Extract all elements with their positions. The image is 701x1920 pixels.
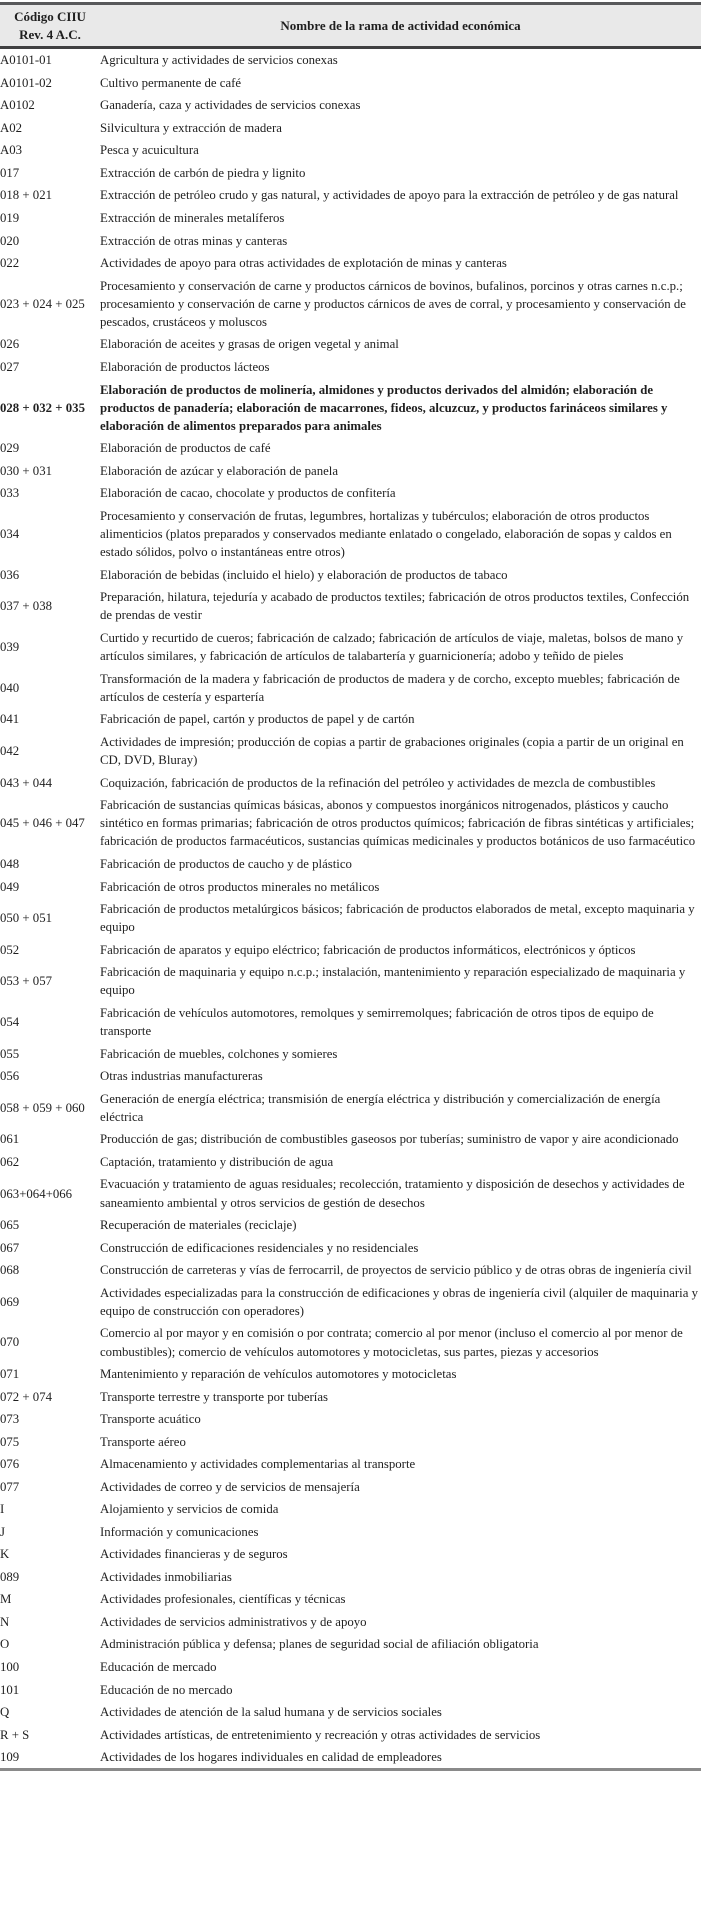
table-row [0, 1259, 701, 1282]
activity-name-cell: Comercio al por mayor y en comisión o por contrata; comercio al por menor (incluso el comercio al por menor de combustibles); comercio de vehículos automotores y motocicletas, sus partes, piezas y accesorios [100, 1326, 683, 1359]
activity-name-cell: Elaboración de productos de café [100, 441, 271, 456]
ciiu-code-cell: 040 [0, 680, 20, 695]
activity-name-cell: Actividades de apoyo para otras actividades de explotación de minas y canteras [100, 256, 507, 271]
table-row [0, 1151, 701, 1174]
ciiu-code-cell: A02 [0, 120, 23, 135]
table-row [0, 731, 701, 772]
ciiu-code-cell: Q [0, 1705, 10, 1720]
table-row [0, 1566, 701, 1589]
activity-name-cell: Alojamiento y servicios de comida [100, 1502, 279, 1517]
activity-name-cell: Actividades inmobiliarias [100, 1569, 232, 1584]
ciiu-code-cell: 054 [0, 1015, 20, 1030]
table-row [0, 875, 701, 898]
activity-name-cell: Elaboración de productos lácteos [100, 359, 270, 374]
table-row [0, 1723, 701, 1746]
activity-name-cell: Fabricación de muebles, colchones y somieres [100, 1046, 338, 1061]
ciiu-code-cell: A0101-01 [0, 53, 52, 68]
ciiu-code-cell: A0102 [0, 98, 35, 113]
ciiu-code-cell: M [0, 1592, 12, 1607]
table-row [0, 356, 701, 379]
table-row [0, 794, 701, 853]
table-row [0, 939, 701, 962]
activity-name-cell: Actividades de correo y de servicios de mensajería [100, 1479, 360, 1494]
ciiu-code-cell: 028 + 032 + 035 [0, 400, 85, 415]
table-row [0, 898, 701, 939]
activity-name-cell: Actividades de impresión; producción de copias a partir de grabaciones originales (copia a partir de un original en CD, DVD, Bluray) [100, 734, 684, 768]
activity-name-cell: Fabricación de productos metalúrgicos básicos; fabricación de productos elaborados de metal, excepto maquinaria y equipo [100, 902, 695, 935]
table-row [0, 437, 701, 460]
ciiu-code-cell: 055 [0, 1046, 20, 1061]
activity-name-cell: Actividades de atención de la salud humana y de servicios sociales [100, 1705, 442, 1720]
ciiu-code-cell: 109 [0, 1750, 20, 1765]
ciiu-code-cell: 070 [0, 1335, 20, 1350]
activity-name-cell: Extracción de petróleo crudo y gas natural, y actividades de apoyo para la extracción de petróleo y de gas natural [100, 188, 679, 203]
activity-name-cell: Actividades artísticas, de entretenimiento y recreación y otras actividades de servicios [100, 1727, 541, 1742]
activity-name-cell: Silvicultura y extracción de madera [100, 120, 282, 135]
ciiu-code-cell: R + S [0, 1727, 30, 1742]
ciiu-code-cell: A03 [0, 143, 23, 158]
table-row [0, 1588, 701, 1611]
table-row [0, 482, 701, 505]
table-row [0, 1042, 701, 1065]
table-row [0, 1633, 701, 1656]
header-row [0, 4, 701, 48]
column-header-code: Código CIIU Rev. 4 A.C. [0, 4, 100, 48]
ciiu-code-cell: 019 [0, 211, 20, 225]
table-row [0, 627, 701, 668]
activity-name-cell: Transporte acuático [100, 1412, 201, 1427]
ciiu-code-cell: 053 + 057 [0, 974, 53, 989]
activity-name-cell: Extracción de minerales metalíferos [100, 211, 285, 225]
ciiu-code-cell: 030 + 031 [0, 463, 53, 478]
activity-name-cell: Actividades de servicios administrativos y de apoyo [100, 1614, 367, 1629]
ciiu-code-cell: I [0, 1502, 5, 1517]
ciiu-code-cell: 048 [0, 856, 20, 871]
activity-name-cell: Extracción de carbón de piedra y lignito [100, 165, 306, 180]
ciiu-activity-table [0, 2, 701, 1771]
table-row [0, 139, 701, 162]
table-row [0, 48, 701, 72]
table-row [0, 1521, 701, 1544]
activity-name-cell: Elaboración de bebidas (incluido el hielo) y elaboración de productos de tabaco [100, 567, 508, 582]
table-row [0, 1088, 701, 1129]
ciiu-code-cell: 045 + 046 + 047 [0, 816, 85, 831]
ciiu-code-cell: A0101-02 [0, 75, 52, 90]
activity-name-cell: Transporte terrestre y transporte por tuberías [100, 1389, 329, 1404]
table-row [0, 1656, 701, 1679]
table-row [0, 1498, 701, 1521]
table-row [0, 708, 701, 731]
table-row [0, 505, 701, 564]
activity-name-cell: Cultivo permanente de café [100, 75, 242, 90]
ciiu-code-cell: 042 [0, 743, 20, 758]
activity-name-cell: Coquización, fabricación de productos de la refinación del petróleo y actividades de mezcla de combustibles [100, 775, 656, 790]
activity-name-cell: Captación, tratamiento y distribución de agua [100, 1154, 334, 1169]
activity-name-cell: Procesamiento y conservación de frutas, legumbres, hortalizas y tubérculos; elaboración de otros productos alimenticios (platos preparados y conservados mediante enlatado o congelado, elaboración de sopas y caldos en estado sólidos, polvo o instantáneas entre otros) [100, 508, 672, 560]
activity-name-cell: Elaboración de aceites y grasas de origen vegetal y animal [100, 337, 399, 352]
table-row [0, 668, 701, 709]
ciiu-code-cell: 029 [0, 441, 20, 456]
ciiu-code-cell: 076 [0, 1457, 20, 1472]
table-row [0, 162, 701, 185]
activity-name-cell: Pesca y acuicultura [100, 143, 199, 158]
table-row [0, 460, 701, 483]
table-row [0, 1476, 701, 1499]
ciiu-code-cell: 036 [0, 567, 20, 582]
activity-name-cell: Administración pública y defensa; planes de seguridad social de afiliación obligatoria [100, 1637, 539, 1652]
ciiu-code-cell: 068 [0, 1263, 20, 1278]
table-row [0, 378, 701, 437]
ciiu-code-cell: 022 [0, 256, 20, 271]
table-row [0, 1431, 701, 1454]
ciiu-code-cell: 018 + 021 [0, 188, 53, 203]
ciiu-code-cell: 041 [0, 712, 20, 727]
table-row [0, 853, 701, 876]
activity-name-cell: Curtido y recurtido de cueros; fabricación de calzado; fabricación de artículos de viaje, maletas, bolsos de mano y artículos similares, y fabricación de artículos de talabartería y guarnicionería; adobo y teñido de pieles [100, 631, 684, 664]
table-row [0, 1453, 701, 1476]
activity-name-cell: Actividades especializadas para la construcción de edificaciones y obras de ingeniería civil (alquiler de maquinaria y equipo de construcción con operadores) [100, 1285, 698, 1318]
table-row [0, 564, 701, 587]
ciiu-code-cell: 073 [0, 1412, 20, 1427]
activity-name-cell: Actividades profesionales, científicas y técnicas [100, 1592, 346, 1607]
table-header [0, 4, 701, 48]
ciiu-code-cell: 072 + 074 [0, 1389, 53, 1404]
ciiu-code-cell: 056 [0, 1069, 20, 1084]
table-row [0, 1282, 701, 1323]
activity-name-cell: Fabricación de productos de caucho y de plástico [100, 856, 352, 871]
ciiu-code-cell: 050 + 051 [0, 911, 53, 926]
ciiu-code-cell: K [0, 1547, 10, 1562]
ciiu-code-cell: J [0, 1524, 5, 1539]
activity-name-cell: Transporte aéreo [100, 1434, 186, 1449]
table-row [0, 252, 701, 275]
ciiu-code-cell: 020 [0, 233, 20, 248]
table-row [0, 1128, 701, 1151]
ciiu-code-cell: 101 [0, 1682, 20, 1697]
table-row [0, 274, 701, 333]
activity-name-cell: Generación de energía eléctrica; transmisión de energía eléctrica y distribución y comercialización de energía eléctrica [100, 1091, 661, 1124]
table-row [0, 1363, 701, 1386]
table-row [0, 961, 701, 1002]
table-row [0, 1678, 701, 1701]
activity-name-cell: Información y comunicaciones [100, 1524, 259, 1539]
table-row [0, 1236, 701, 1259]
ciiu-code-cell: 077 [0, 1479, 20, 1494]
ciiu-code-cell: 100 [0, 1660, 20, 1674]
activity-name-cell: Preparación, hilatura, tejeduría y acabado de productos textiles; fabricación de otros productos textiles, Confección de prendas de vestir [100, 590, 690, 623]
activity-name-cell: Extracción de otras minas y canteras [100, 233, 288, 248]
activity-name-cell: Fabricación de vehículos automotores, remolques y semirremolques; fabricación de otros tipos de equipo de transporte [100, 1005, 654, 1039]
table-row [0, 1002, 701, 1043]
table-row [0, 94, 701, 117]
activity-name-cell: Construcción de edificaciones residenciales y no residenciales [100, 1240, 419, 1255]
ciiu-code-cell: O [0, 1637, 10, 1652]
activity-name-cell: Fabricación de sustancias químicas básicas, abonos y compuestos inorgánicos nitrogenados, plásticos y caucho sintético en formas primarias; fabricación de otros productos químicos; fabricación de fibras sintéticas y artificiales; fabricación de productos farmacéuticos, sustancias químicas medicinales y productos botánicos de uso farmacéutico [100, 798, 696, 849]
ciiu-code-cell: 069 [0, 1294, 20, 1309]
activity-name-cell: Otras industrias manufactureras [100, 1069, 263, 1084]
activity-name-cell: Almacenamiento y actividades complementarias al transporte [100, 1457, 416, 1472]
ciiu-code-cell: 061 [0, 1132, 20, 1147]
activity-name-cell: Agricultura y actividades de servicios conexas [100, 53, 338, 68]
ciiu-code-cell: 037 + 038 [0, 599, 53, 614]
table-body [0, 48, 701, 1770]
ciiu-code-cell: 039 [0, 640, 20, 655]
activity-name-cell: Educación de no mercado [100, 1682, 233, 1697]
activity-name-cell: Elaboración de azúcar y elaboración de panela [100, 463, 339, 478]
activity-name-cell: Procesamiento y conservación de carne y productos cárnicos de bovinos, bufalinos, porcinos y otras carnes n.c.p.; procesamiento y conservación de carne y productos cárnicos de aves de corral, y procesamiento y conservación de pescados, crustáceos y moluscos [100, 278, 686, 329]
ciiu-code-cell: 023 + 024 + 025 [0, 296, 85, 311]
table-row [0, 117, 701, 140]
ciiu-code-cell: 071 [0, 1367, 20, 1382]
ciiu-code-cell: 026 [0, 337, 20, 352]
table-row [0, 184, 701, 207]
activity-name-cell: Evacuación y tratamiento de aguas residuales; recolección, tratamiento y disposición de desechos y actividades de saneamiento ambiental y otros servicios de gestión de desechos [100, 1177, 685, 1210]
activity-name-cell: Construcción de carreteras y vías de ferrocarril, de proyectos de servicio público y de otras obras de ingeniería civil [100, 1263, 692, 1278]
table-row [0, 207, 701, 230]
ciiu-code-cell: N [0, 1614, 10, 1629]
table-row [0, 1701, 701, 1724]
table-row [0, 1543, 701, 1566]
table-row [0, 1746, 701, 1770]
table-row [0, 1173, 701, 1214]
ciiu-code-cell: 034 [0, 527, 20, 542]
table-row [0, 1322, 701, 1363]
ciiu-code-cell: 058 + 059 + 060 [0, 1100, 85, 1115]
activity-name-cell: Fabricación de papel, cartón y productos de papel y de cartón [100, 712, 415, 727]
ciiu-code-cell: 049 [0, 879, 20, 894]
ciiu-code-cell: 062 [0, 1154, 20, 1169]
ciiu-code-cell: 052 [0, 942, 20, 957]
ciiu-code-cell: 065 [0, 1218, 20, 1233]
activity-name-cell: Recuperación de materiales (reciclaje) [100, 1218, 297, 1233]
table-row [0, 72, 701, 95]
activity-name-cell: Fabricación de otros productos minerales no metálicos [100, 879, 380, 894]
activity-name-cell: Fabricación de aparatos y equipo eléctrico; fabricación de productos informáticos, electrónicos y ópticos [100, 942, 636, 957]
table-row [0, 586, 701, 627]
ciiu-code-cell: 033 [0, 486, 20, 501]
activity-name-cell: Educación de mercado [100, 1660, 217, 1674]
ciiu-code-cell: 043 + 044 [0, 775, 53, 790]
table-row [0, 229, 701, 252]
activity-name-cell: Mantenimiento y reparación de vehículos automotores y motocicletas [100, 1367, 457, 1382]
ciiu-code-cell: 075 [0, 1434, 20, 1449]
ciiu-code-cell: 089 [0, 1569, 20, 1584]
activity-name-cell: Producción de gas; distribución de combustibles gaseosos por tuberías; suministro de vapor y aire acondicionado [100, 1132, 679, 1147]
activity-name-cell: Actividades de los hogares individuales en calidad de empleadores [100, 1750, 442, 1765]
table-row [0, 1611, 701, 1634]
column-header-activity-name: Nombre de la rama de actividad económica [100, 4, 701, 48]
activity-name-cell: Ganadería, caza y actividades de servicios conexas [100, 98, 361, 113]
activity-name-cell: Actividades financieras y de seguros [100, 1547, 288, 1562]
table-row [0, 1408, 701, 1431]
activity-name-cell: Fabricación de maquinaria y equipo n.c.p.; instalación, mantenimiento y reparación especializado de maquinaria y equipo [100, 965, 686, 998]
activity-name-cell: Elaboración de cacao, chocolate y productos de confitería [100, 486, 396, 501]
table-row [0, 1385, 701, 1408]
table-row [0, 1065, 701, 1088]
ciiu-code-cell: 067 [0, 1240, 20, 1255]
ciiu-code-cell: 063+064+066 [0, 1186, 73, 1201]
activity-name-cell: Elaboración de productos de molinería, almidones y productos derivados del almidón; elaboración de productos de panadería; elaboración de macarrones, fideos, alcuzcuz, y productos farináceos similares y elaboración de alimentos preparados para animales [100, 382, 668, 433]
table-row [0, 771, 701, 794]
ciiu-code-cell: 027 [0, 359, 20, 374]
ciiu-code-cell: 017 [0, 165, 20, 180]
activity-name-cell: Transformación de la madera y fabricación de productos de madera y de corcho, excepto muebles; fabricación de artículos de cestería y espartería [100, 671, 680, 704]
table-row [0, 333, 701, 356]
table-row [0, 1214, 701, 1237]
